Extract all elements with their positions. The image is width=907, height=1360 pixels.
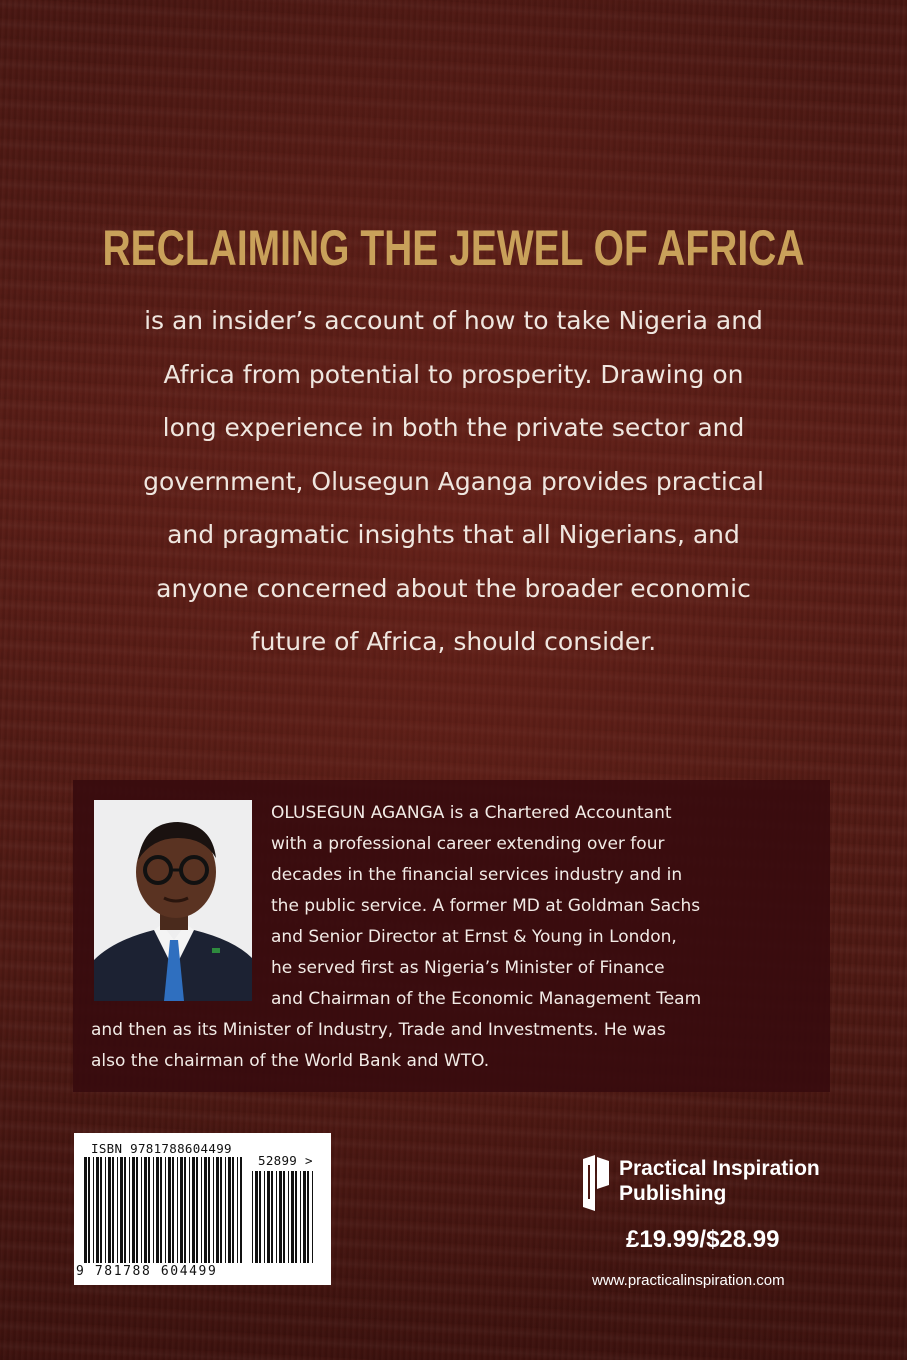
barcode-digits: 9 781788 604499 <box>76 1264 218 1279</box>
intro-line: is an insider’s account of how to take Nigeria and <box>144 306 763 335</box>
barcode-bars <box>84 1157 242 1263</box>
bio-line: also the chairman of the World Bank and WTO. <box>91 1051 490 1071</box>
intro-line: Africa from potential to prosperity. Drawing on <box>163 359 744 389</box>
intro-paragraph <box>100 294 807 669</box>
author-bio-text <box>91 798 821 1077</box>
book-title: RECLAIMING THE JEWEL OF AFRICA <box>102 220 805 276</box>
publisher-name-line: Practical Inspiration <box>619 1157 820 1180</box>
barcode-price-code: 52899 > <box>258 1153 313 1168</box>
author-bio-box <box>73 780 830 1092</box>
publisher-block <box>581 1153 841 1213</box>
intro-line: and pragmatic insights that all Nigerians, and <box>167 520 740 549</box>
book-price: £19.99/$28.99 <box>626 1226 780 1253</box>
publisher-name <box>619 1156 820 1206</box>
bio-line: decades in the financial services industry and in <box>271 865 683 885</box>
bio-line: and then as its Minister of Industry, Trade and Investments. He was <box>91 1020 666 1040</box>
bio-line: OLUSEGUN AGANGA is a Chartered Accountant <box>271 803 672 823</box>
intro-line: anyone concerned about the broader economic <box>156 573 751 603</box>
bio-line: the public service. A former MD at Goldman Sachs <box>271 896 701 916</box>
intro-line: long experience in both the private sector and <box>162 413 745 442</box>
intro-line: government, Olusegun Aganga provides practical <box>143 466 764 496</box>
isbn-barcode <box>74 1133 331 1285</box>
intro-line: future of Africa, should consider. <box>250 627 657 656</box>
publisher-logo-icon <box>581 1155 611 1211</box>
bio-line: and Senior Director at Ernst & Young in London, <box>271 927 677 947</box>
isbn-label: ISBN 9781788604499 <box>91 1141 232 1156</box>
barcode-addon-bars <box>252 1171 314 1263</box>
bio-line: he served first as Nigeria’s Minister of Finance <box>271 958 665 978</box>
publisher-name-line: Publishing <box>619 1182 727 1205</box>
bio-line: with a professional career extending over four <box>271 834 665 854</box>
bio-line: and Chairman of the Economic Management Team <box>271 989 702 1009</box>
publisher-website: www.practicalinspiration.com <box>592 1272 785 1289</box>
